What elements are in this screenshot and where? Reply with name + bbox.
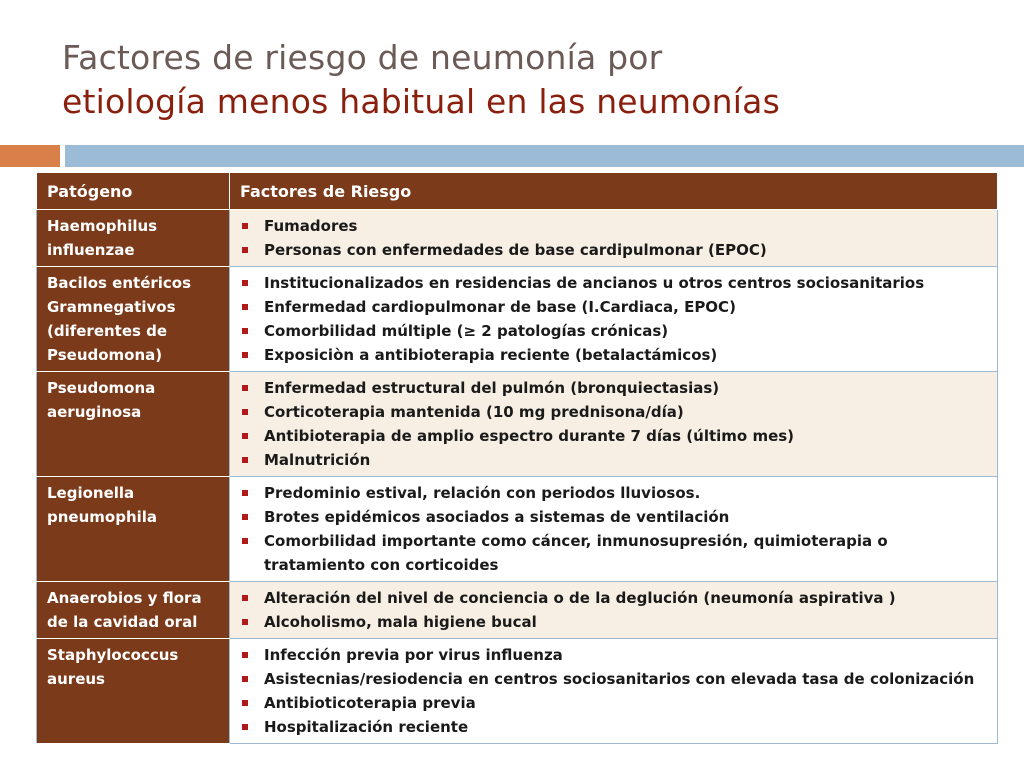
risk-factor-item: Comorbilidad importante como cáncer, inmunosupresión, quimioterapia o tratamiento con corticoides (240, 529, 987, 577)
table-row (37, 210, 998, 267)
risk-factor-item: Comorbilidad múltiple (≥ 2 patologías crónicas) (240, 319, 987, 343)
accent-bar-orange (0, 145, 60, 167)
risk-factors-cell (230, 639, 998, 744)
risk-factor-item: Alteración del nivel de conciencia o de la deglución (neumonía aspirativa ) (240, 586, 987, 610)
risk-factor-list (240, 214, 987, 262)
header-pathogen: Patógeno (37, 173, 230, 210)
risk-factor-list (240, 271, 987, 367)
pathogen-cell: Bacilos entéricos Gramnegativos (diferentes de Pseudomona) (37, 267, 230, 372)
title-line-2: etiología menos habitual en las neumonías (62, 82, 780, 121)
risk-factor-list (240, 643, 987, 739)
risk-factor-item: Corticoterapia mantenida (10 mg prednisona/día) (240, 400, 987, 424)
risk-factor-item: Antibioticoterapia previa (240, 691, 987, 715)
risk-factor-item: Institucionalizados en residencias de ancianos u otros centros sociosanitarios (240, 271, 987, 295)
pathogen-cell: Pseudomona aeruginosa (37, 372, 230, 477)
table-row (37, 267, 998, 372)
pathogen-cell: Anaerobios y flora de la cavidad oral (37, 582, 230, 639)
risk-factor-item: Fumadores (240, 214, 987, 238)
table-header-row (37, 173, 998, 210)
pathogen-cell: Legionella pneumophila (37, 477, 230, 582)
title-line-1: Factores de riesgo de neumonía por (62, 38, 663, 77)
risk-factors-cell (230, 267, 998, 372)
risk-factor-item: Predominio estival, relación con periodos lluviosos. (240, 481, 987, 505)
accent-bar-blue (65, 145, 1024, 167)
table-row (37, 477, 998, 582)
risk-factor-item: Asistecnias/resiodencia en centros sociosanitarios con elevada tasa de colonización (240, 667, 987, 691)
table-row (37, 372, 998, 477)
risk-factor-item: Infección previa por virus influenza (240, 643, 987, 667)
risk-factors-table (36, 172, 998, 744)
risk-factor-list (240, 586, 987, 634)
pathogen-cell: Staphylococcus aureus (37, 639, 230, 744)
table-body (37, 210, 998, 744)
pathogen-cell: Haemophilus influenzae (37, 210, 230, 267)
table-row (37, 582, 998, 639)
risk-factor-list (240, 376, 987, 472)
risk-factor-item: Personas con enfermedades de base cardipulmonar (EPOC) (240, 238, 987, 262)
risk-factor-list (240, 481, 987, 577)
risk-factor-item: Malnutrición (240, 448, 987, 472)
risk-factor-item: Alcoholismo, mala higiene bucal (240, 610, 987, 634)
risk-factors-cell (230, 210, 998, 267)
risk-factor-item: Hospitalización reciente (240, 715, 987, 739)
table-row (37, 639, 998, 744)
risk-factors-cell (230, 372, 998, 477)
risk-factors-cell (230, 477, 998, 582)
risk-factor-item: Antibioterapia de amplio espectro durante 7 días (último mes) (240, 424, 987, 448)
risk-factor-item: Exposiciòn a antibioterapia reciente (betalactámicos) (240, 343, 987, 367)
header-risk-factors: Factores de Riesgo (230, 173, 998, 210)
slide-title (62, 36, 1002, 124)
risk-factors-cell (230, 582, 998, 639)
risk-factor-item: Brotes epidémicos asociados a sistemas de ventilación (240, 505, 987, 529)
risk-factor-item: Enfermedad cardiopulmonar de base (I.Cardiaca, EPOC) (240, 295, 987, 319)
risk-factor-item: Enfermedad estructural del pulmón (bronquiectasias) (240, 376, 987, 400)
